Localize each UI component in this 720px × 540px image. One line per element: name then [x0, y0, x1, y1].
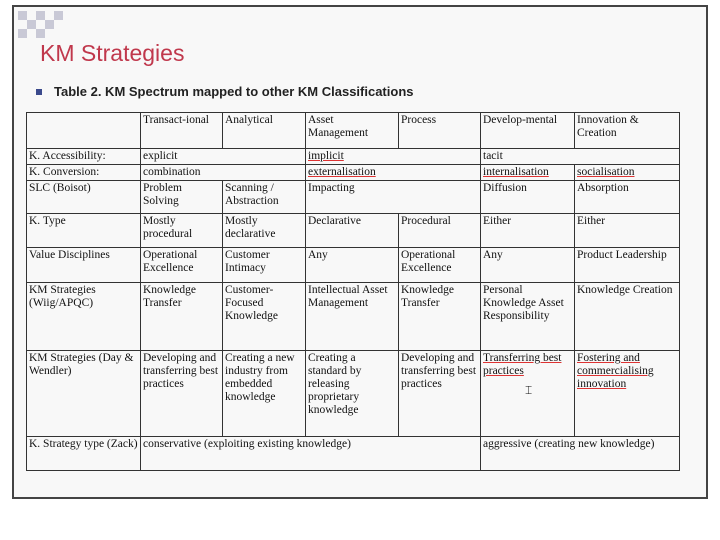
header-cell: Process	[399, 113, 481, 149]
table-cell: Intellectual Asset Management	[306, 283, 399, 351]
header-cell: Transact-ional	[141, 113, 223, 149]
table-cell: Product Leadership	[575, 248, 680, 283]
table-cell: Customer-Focused Knowledge	[223, 283, 306, 351]
row-label: K. Type	[27, 214, 141, 248]
table-cell: combination	[141, 165, 306, 181]
table-cell: Fostering and commercialising innovation	[575, 351, 680, 437]
table-cell: Operational Excellence	[141, 248, 223, 283]
table-cell: implicit	[306, 149, 481, 165]
table-row	[27, 214, 680, 248]
table-cell: Impacting	[306, 181, 481, 214]
table-row	[27, 248, 680, 283]
table-cell: Declarative	[306, 214, 399, 248]
table-header-row	[27, 113, 680, 149]
table-cell: Mostly procedural	[141, 214, 223, 248]
table-cell: Either	[481, 214, 575, 248]
table-row	[27, 165, 680, 181]
table-cell: Any	[306, 248, 399, 283]
table-cell: Creating a new industry from embedded knowledge	[223, 351, 306, 437]
row-label: KM Strategies (Wiig/APQC)	[27, 283, 141, 351]
table-cell: aggressive (creating new knowledge)	[481, 437, 680, 471]
bullet-icon	[36, 89, 42, 95]
table-cell: internalisation	[481, 165, 575, 181]
table-cell: Customer Intimacy	[223, 248, 306, 283]
table-row	[27, 437, 680, 471]
text-cursor-icon: ⌶	[525, 383, 533, 397]
row-label: K. Strategy type (Zack)	[27, 437, 141, 471]
header-cell: Develop-mental	[481, 113, 575, 149]
table-cell: Either	[575, 214, 680, 248]
table-cell: Knowledge Creation	[575, 283, 680, 351]
header-cell: Analytical	[223, 113, 306, 149]
table-cell: Knowledge Transfer	[141, 283, 223, 351]
header-cell: Innovation & Creation	[575, 113, 680, 149]
table-row	[27, 351, 680, 437]
table-cell	[481, 351, 575, 437]
row-label: K. Accessibility:	[27, 149, 141, 165]
row-label: KM Strategies (Day & Wendler)	[27, 351, 141, 437]
row-label: Value Disciplines	[27, 248, 141, 283]
table-cell: Mostly declarative	[223, 214, 306, 248]
table-row	[27, 283, 680, 351]
caption-text: Table 2. KM Spectrum mapped to other KM Classifications	[54, 84, 414, 99]
table-cell: Creating a standard by releasing proprietary knowledge	[306, 351, 399, 437]
table-cell: socialisation	[575, 165, 680, 181]
table-cell: externalisation	[306, 165, 481, 181]
table-cell: tacit	[481, 149, 680, 165]
km-table	[26, 112, 680, 471]
table-row	[27, 181, 680, 214]
table-cell: Any	[481, 248, 575, 283]
table-cell: Diffusion	[481, 181, 575, 214]
row-label: K. Conversion:	[27, 165, 141, 181]
table-caption	[36, 84, 414, 99]
header-cell	[27, 113, 141, 149]
slide-title: KM Strategies	[40, 40, 185, 66]
table-cell: Absorption	[575, 181, 680, 214]
table-cell: Knowledge Transfer	[399, 283, 481, 351]
table-cell: Procedural	[399, 214, 481, 248]
cell-text: Transferring best practices	[483, 352, 562, 377]
table-cell: explicit	[141, 149, 306, 165]
table-cell: Scanning / Abstraction	[223, 181, 306, 214]
table-row	[27, 149, 680, 165]
table-cell: Personal Knowledge Asset Responsibility	[481, 283, 575, 351]
table-cell: Operational Excellence	[399, 248, 481, 283]
table-cell: conservative (exploiting existing knowledge)	[141, 437, 481, 471]
table-cell: Developing and transferring best practices	[399, 351, 481, 437]
row-label: SLC (Boisot)	[27, 181, 141, 214]
header-cell: Asset Management	[306, 113, 399, 149]
table-cell: Developing and transferring best practices	[141, 351, 223, 437]
table-cell: Problem Solving	[141, 181, 223, 214]
